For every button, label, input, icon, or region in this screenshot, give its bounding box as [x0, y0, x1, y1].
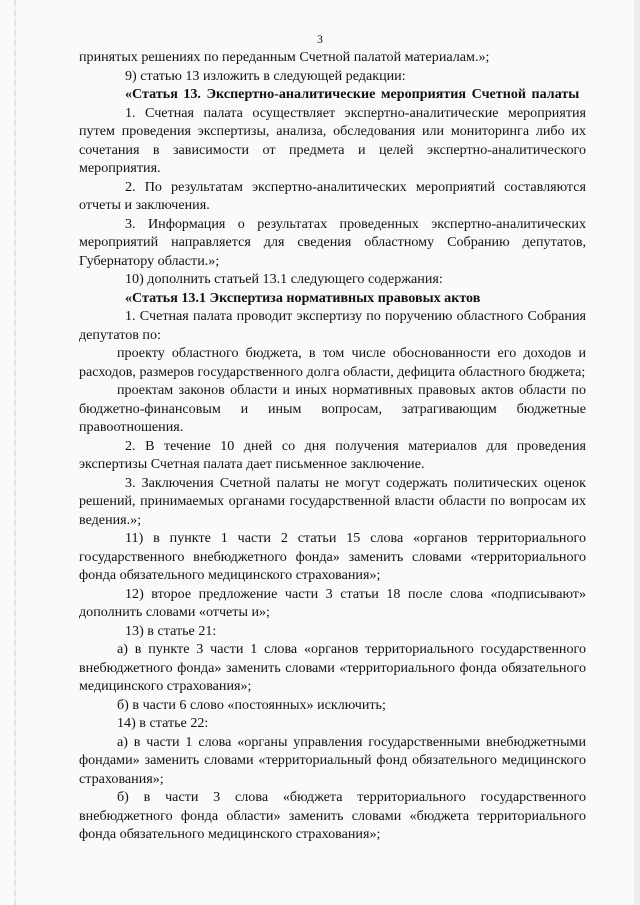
paragraph: 14) в статье 22:	[117, 715, 209, 731]
article-heading: «Статья 13. Экспертно-аналитические мероприятия Счетной палаты	[125, 86, 580, 102]
paragraph: принятых решениях по переданным Счетной палатой материалам.»;	[79, 49, 490, 65]
paragraph: 1. Счетная палата осуществляет экспертно-аналитические мероприятия путем проведения экспертизы, анализа, обследования или мониторинга либо их сочетания в зависимости от предмета и целей экспертно-аналитического мероприятия.	[79, 104, 586, 176]
paragraph: 10) дополнить статьей 13.1 следующего содержания:	[125, 271, 443, 287]
paragraph: 1. Счетная палата проводит экспертизу по поручению областного Собрания депутатов по:	[79, 308, 586, 343]
paragraph: 11) в пункте 1 части 2 статьи 15 слова «органов территориального государственного внебюджетного фонда» заменить словами «территориального фонда обязательного медицинского страхования»;	[79, 530, 586, 583]
paragraph: б) в части 6 слово «постоянных» исключить;	[117, 696, 386, 713]
article-heading: «Статья 13.1 Экспертиза нормативных правовых актов	[125, 289, 481, 306]
paragraph: 3. Информация о результатах проведенных экспертно-аналитических мероприятий направляется для сведения областному Собранию депутатов, Губернатору области.»;	[79, 215, 586, 269]
paragraph: 3. Заключения Счетной палаты не могут содержать политических оценок решений, принимаемых органами государственной власти области по вопросам их ведения.»;	[79, 474, 586, 528]
document-body	[79, 48, 586, 844]
paragraph: 9) статью 13 изложить в следующей редакции:	[125, 67, 406, 84]
paragraph: проекту областного бюджета, в том числе обоснованности его доходов и расходов, размеров государственного долга области, дефицита областного бюджета;	[79, 345, 586, 380]
scan-edge-right	[634, 0, 640, 905]
page-number: 3	[317, 34, 323, 46]
paragraph: б) в части 3 слова «бюджета территориального государственного внебюджетного фонда области» заменить словами «бюджета территориального фонда обязательного медицинского страхования»;	[79, 789, 586, 842]
paragraph: а) в пункте 3 части 1 слова «органов территориального государственного внебюджетного фонда» заменить словами «территориального фонда обязательного медицинского страхования»;	[79, 641, 586, 694]
scan-edge-left	[14, 0, 16, 905]
paragraph: 2. По результатам экспертно-аналитических мероприятий составляются отчеты и заключения.	[79, 178, 586, 213]
paragraph: 2. В течение 10 дней со дня получения материалов для проведения экспертизы Счетная палата дает письменное заключение.	[79, 437, 586, 472]
paragraph: проектам законов области и иных нормативных правовых актов области по бюджетно-финансовым и иным вопросам, затрагивающим бюджетные правоотношения.	[79, 382, 586, 435]
paragraph: 12) второе предложение части 3 статьи 18 после слова «подписывают» дополнить словами «отчеты и»;	[79, 585, 586, 620]
paragraph: 13) в статье 21:	[125, 622, 217, 639]
paragraph: а) в части 1 слова «органы управления государственными внебюджетными фондами» заменить словами «территориальный фонд обязательного медицинского страхования»;	[79, 733, 586, 787]
